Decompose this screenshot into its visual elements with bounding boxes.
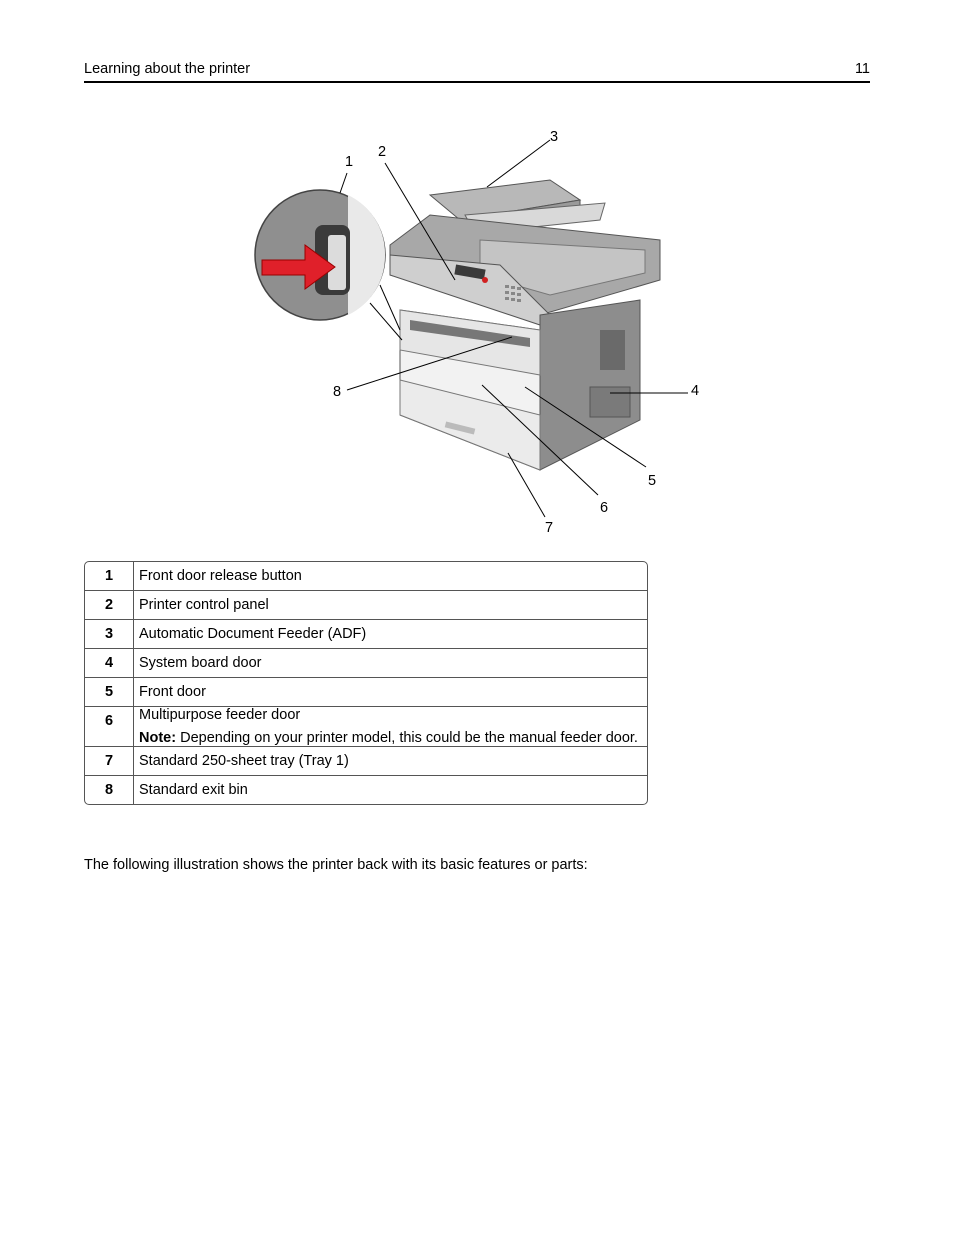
stop-button-dot	[482, 277, 488, 283]
row-number: 7	[85, 747, 134, 776]
printer-drawing	[250, 125, 710, 545]
callout-6: 6	[600, 500, 609, 516]
body-paragraph: The following illustration shows the printer back with its basic features or parts:	[84, 856, 588, 873]
callout-7: 7	[545, 520, 554, 536]
page-header	[84, 61, 870, 83]
magnifier-leader-2	[370, 303, 402, 340]
leader-1	[340, 173, 347, 193]
page-number: 11	[854, 61, 870, 77]
table-row	[85, 562, 647, 591]
vent	[600, 330, 625, 370]
callout-4: 4	[691, 383, 700, 399]
table-row	[85, 649, 647, 678]
table-row	[85, 620, 647, 649]
table-row	[85, 707, 647, 747]
magnifier-leader	[380, 285, 400, 330]
row-number: 8	[85, 776, 134, 805]
callout-8: 8	[333, 384, 342, 400]
row-number: 4	[85, 649, 134, 678]
note-text: Depending on your printer model, this could be the manual feeder door.	[176, 730, 638, 746]
table-row	[85, 776, 647, 805]
leader-3	[487, 140, 550, 187]
system-board-door-shape	[590, 387, 630, 417]
release-button-shape	[328, 235, 346, 290]
row-label: Automatic Document Feeder (ADF)	[134, 620, 648, 649]
callout-1: 1	[345, 154, 354, 170]
row-number: 5	[85, 678, 134, 707]
printer-front-illustration	[250, 125, 710, 545]
row-note	[139, 730, 647, 746]
note-label: Note:	[139, 730, 177, 746]
row-label: Printer control panel	[134, 591, 648, 620]
header-title: Learning about the printer	[84, 61, 251, 77]
table-row	[85, 591, 647, 620]
row-label: Multipurpose feeder door	[139, 707, 301, 723]
row-label: Standard 250-sheet tray (Tray 1)	[134, 747, 648, 776]
row-label: System board door	[134, 649, 648, 678]
parts-table	[84, 561, 648, 805]
table-row	[85, 747, 647, 776]
row-number: 3	[85, 620, 134, 649]
callout-5: 5	[648, 473, 657, 489]
row-number: 1	[85, 562, 134, 591]
table-row	[85, 678, 647, 707]
row-label: Front door release button	[134, 562, 648, 591]
row-number: 6	[85, 707, 134, 747]
printer-side	[540, 300, 640, 470]
keypad	[505, 285, 521, 302]
magnifier-panel	[348, 195, 385, 315]
row-label: Standard exit bin	[139, 782, 248, 798]
callout-3: 3	[550, 129, 559, 145]
row-number: 2	[85, 591, 134, 620]
row-label: Front door	[134, 678, 648, 707]
row-description	[134, 707, 648, 747]
callout-2: 2	[378, 144, 387, 160]
